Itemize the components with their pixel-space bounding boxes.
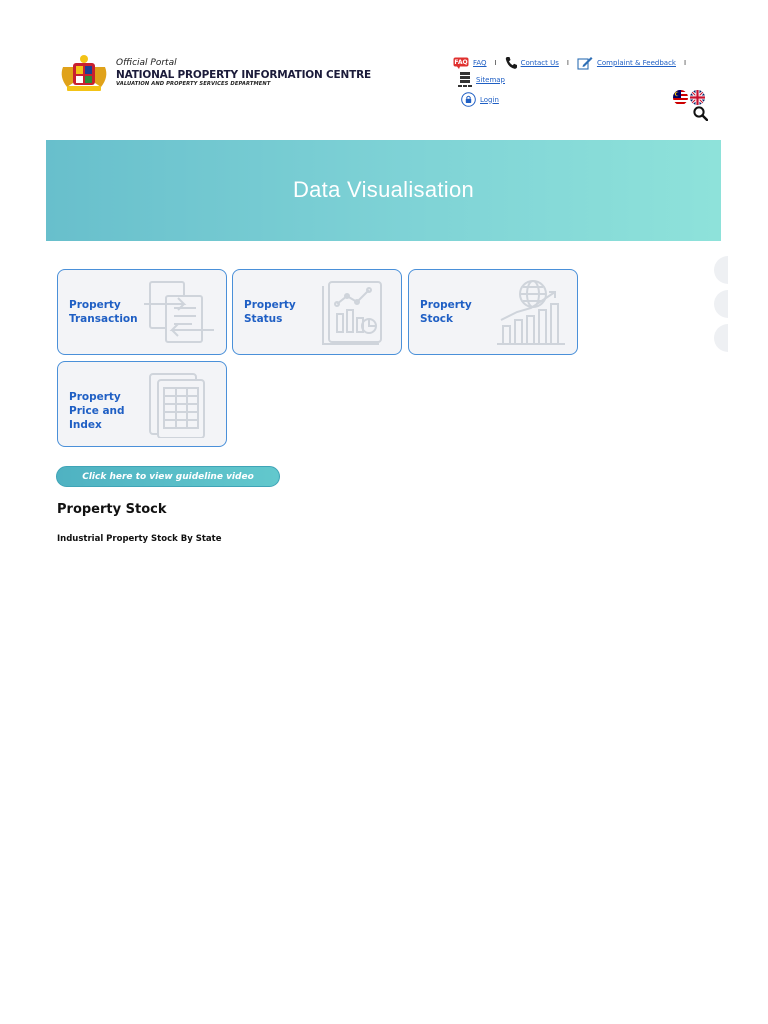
side-floating-buttons (714, 256, 728, 358)
login-label: Login (480, 95, 499, 104)
globe-chart-icon (495, 278, 565, 346)
guideline-video-button[interactable]: Click here to view guideline video (56, 466, 280, 487)
transaction-icon (144, 278, 214, 346)
card-label: Property Price and Index (69, 391, 125, 431)
page-title: Data Visualisation (292, 176, 475, 202)
malaysia-flag-icon[interactable] (673, 90, 688, 105)
faq-icon (453, 57, 469, 69)
document-table-icon (144, 370, 214, 438)
sitemap-link[interactable] (458, 72, 505, 88)
separator: I (494, 58, 497, 67)
malaysia-crest-icon (57, 53, 111, 93)
faq-link[interactable] (453, 57, 487, 69)
card-property-stock[interactable] (408, 269, 578, 355)
separator: I (684, 58, 687, 67)
faq-label: FAQ (473, 58, 487, 67)
card-label: Property Status (244, 299, 296, 325)
card-property-status[interactable] (232, 269, 402, 355)
card-property-transaction[interactable] (57, 269, 227, 355)
separator: I (566, 58, 569, 67)
lock-icon (461, 92, 476, 107)
card-label: Property Transaction (69, 299, 138, 325)
card-property-price-index[interactable] (57, 361, 227, 447)
logo-department: VALUATION AND PROPERTY SERVICES DEPARTMENT (116, 81, 271, 88)
uk-flag-icon[interactable] (690, 90, 705, 105)
logo-subtitle: Official Portal (116, 57, 177, 68)
side-button[interactable] (714, 290, 728, 318)
logo-title: NATIONAL PROPERTY INFORMATION CENTRE (116, 68, 371, 81)
page-banner (46, 140, 721, 241)
language-switcher (673, 90, 705, 105)
login-link[interactable] (461, 92, 499, 107)
complaint-feedback-label: Complaint & Feedback (596, 58, 676, 67)
phone-icon (505, 56, 517, 69)
sitemap-icon (458, 72, 472, 88)
edit-icon (577, 56, 593, 70)
side-button[interactable] (714, 324, 728, 352)
complaint-feedback-link[interactable] (577, 56, 676, 70)
sitemap-label: Sitemap (476, 75, 505, 84)
contact-us-link[interactable] (505, 56, 559, 69)
contact-us-label: Contact Us (520, 58, 559, 67)
search-icon[interactable] (693, 106, 708, 121)
card-label: Property Stock (420, 299, 472, 325)
site-logo[interactable] (57, 53, 371, 93)
side-button[interactable] (714, 256, 728, 284)
chart-subtitle: Industrial Property Stock By State (57, 534, 222, 544)
status-report-icon (319, 278, 389, 346)
section-title: Property Stock (57, 502, 167, 517)
svg-text:FAQ: FAQ (454, 58, 468, 66)
